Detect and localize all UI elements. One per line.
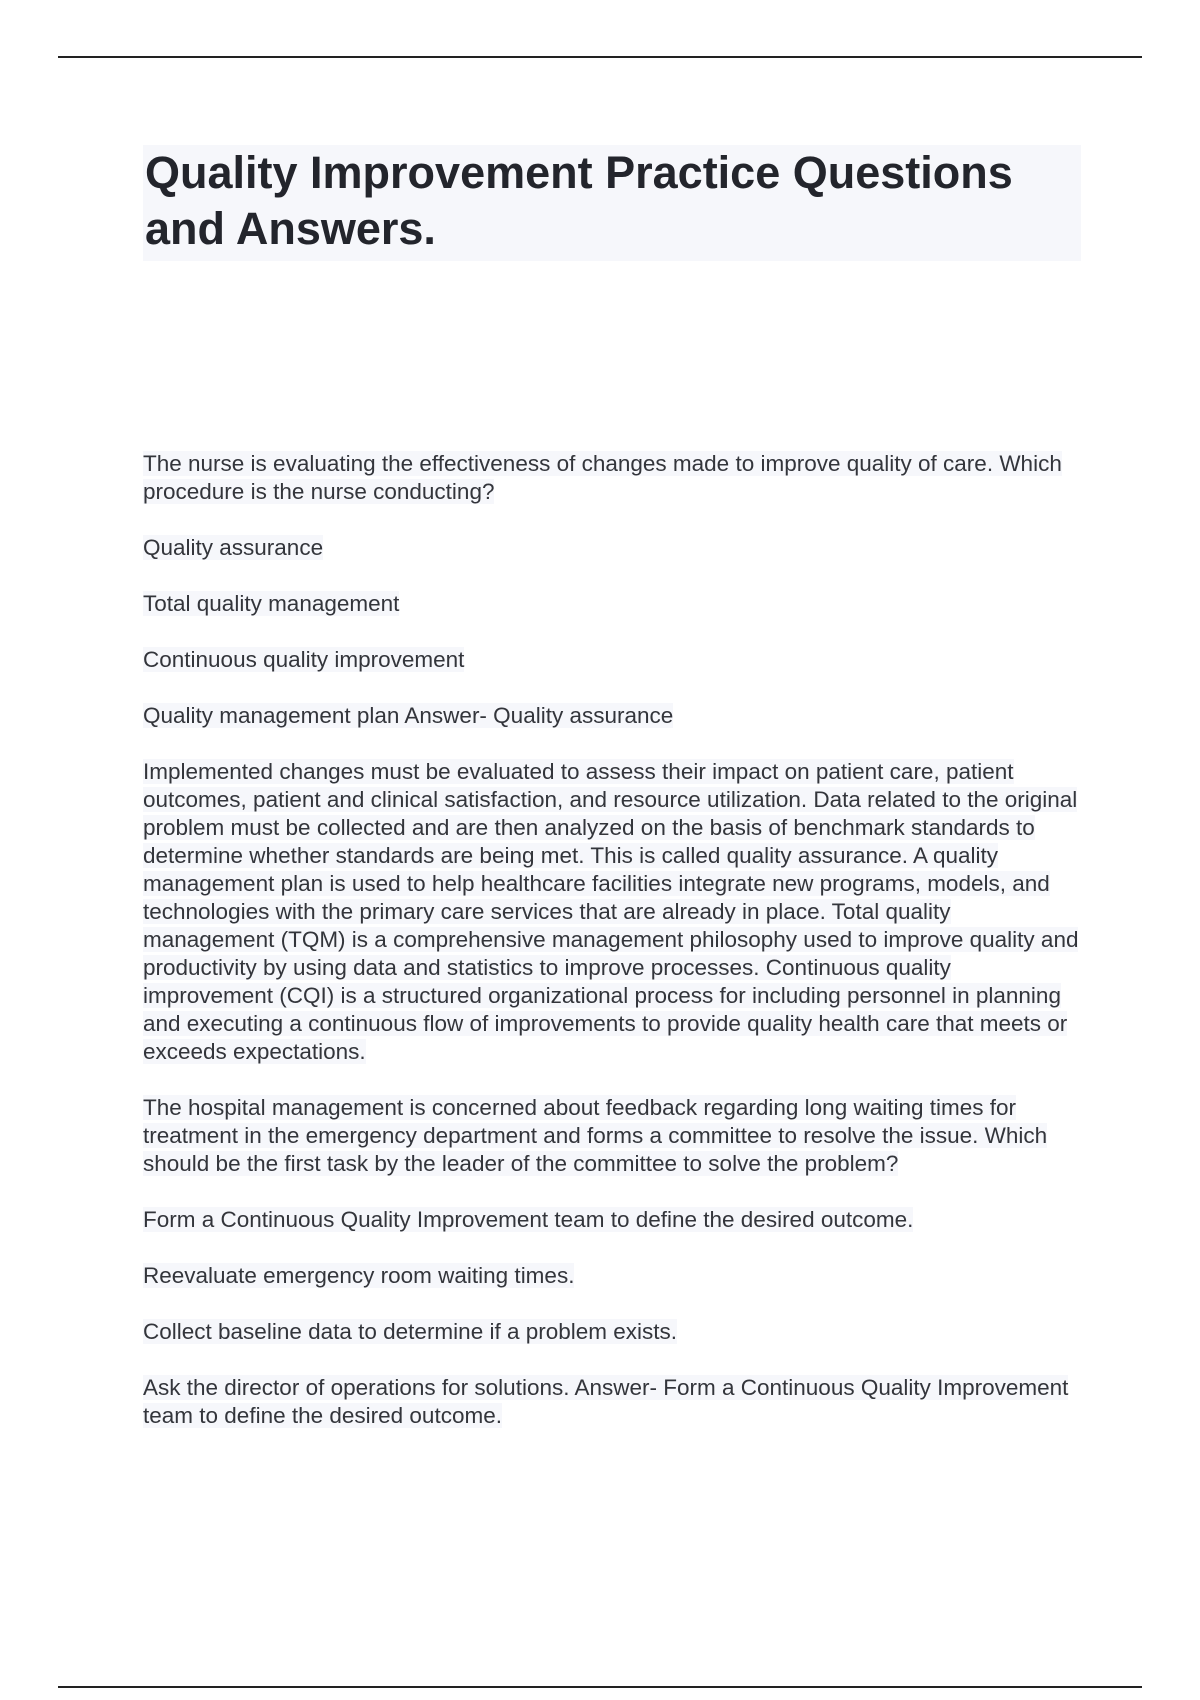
question-1-explanation: Implemented changes must be evaluated to assess their impact on patient care, patient outcomes, patient and clinical satisfaction, and resource utilization. Data related to the original problem must be collected and are then analyzed on the basis of benchmark standards to determine whether standards are being met. This is called quality assurance. A quality management plan is used to help healthcare facilities integrate new programs, models, and technologies with the primary care services that are already in place. Total quality management (TQM) is a comprehensive management philosophy used to improve quality and productivity by using data and statistics to improve processes. Continuous quality improvement (CQI) is a structured organizational process for including personnel in planning and executing a continuous flow of improvements to provide quality health care that meets or exceeds expectations. (143, 759, 1079, 1064)
document-title: Quality Improvement Practice Questions and Answers. (145, 147, 1013, 254)
top-rule (58, 56, 1142, 58)
question-2-option-4-answer: Ask the director of operations for solutions. Answer- Form a Continuous Quality Improvement team to define the desired outcome. (143, 1375, 1069, 1428)
question-2-option-2: Reevaluate emergency room waiting times. (143, 1263, 575, 1288)
question-1-text: The nurse is evaluating the effectiveness of changes made to improve quality of care. Which procedure is the nurse conducting? (143, 451, 1062, 504)
question-2-option-1: Form a Continuous Quality Improvement team to define the desired outcome. (143, 1207, 914, 1232)
document-body (143, 450, 1083, 1458)
question-1-option-2: Total quality management (143, 591, 400, 616)
question-2-option-3: Collect baseline data to determine if a problem exists. (143, 1319, 678, 1344)
question-1-option-1: Quality assurance (143, 535, 324, 560)
question-1-option-4-answer: Quality management plan Answer- Quality assurance (143, 703, 674, 728)
question-1-option-3: Continuous quality improvement (143, 647, 465, 672)
question-2-text: The hospital management is concerned about feedback regarding long waiting times for treatment in the emergency department and forms a committee to resolve the issue. Which should be the first task by the leader of the committee to solve the problem? (143, 1095, 1048, 1176)
bottom-rule (58, 1686, 1142, 1688)
document-title-block (143, 145, 1081, 261)
